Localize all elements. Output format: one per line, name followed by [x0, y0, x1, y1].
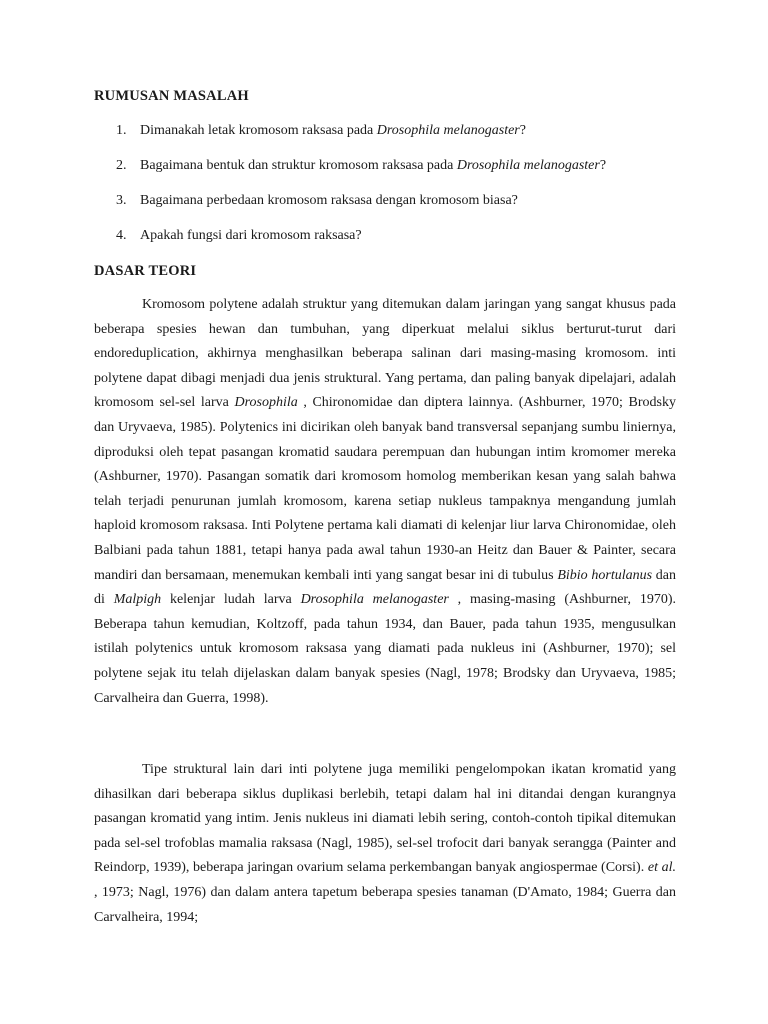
paragraph: Kromosom polytene adalah struktur yang ditemukan dalam jaringan yang sangat khusus pada beberapa spesies hewan dan tumbuhan, yang diperkuat melalui siklus berturut-turut dari endoreduplication, akhirnya menghasilkan beberapa salinan dari masing-masing kromosom. inti polytene dapat dibagi menjadi dua jenis struktural. Yang pertama, dan paling banyak dipelajari, adalah kromosom sel-sel larva Drosophila , Chironomidae dan diptera lainnya. (Ashburner, 1970; Brodsky dan Uryvaeva, 1985). Polytenics ini dicirikan oleh banyak band transversal sepanjang sumbu liniernya, diproduksi oleh tepat pasangan kromatid saudara perempuan dan hubungan intim kromomer mereka (Ashburner, 1970). Pasangan somatik dari kromosom homolog memberikan kesan yang salah bahwa telah terjadi penurunan jumlah kromosom, karena setiap nukleus tampaknya mengandung jumlah haploid kromosom raksasa. Inti Polytene pertama kali diamati di kelenjar liur larva Chironomidae, oleh Balbiani pada tahun 1881, tetapi hanya pada awal tahun 1930-an Heitz dan Bauer & Painter, secara mandiri dan bersamaan, menemukan kembali inti yang sangat besar ini di tubulus Bibio hortulanus dan di Malpigh kelenjar ludah larva Drosophila melanogaster , masing-masing (Ashburner, 1970). Beberapa tahun kemudian, Koltzoff, pada tahun 1934, dan Bauer, pada tahun 1935, mengusulkan istilah polytenics untuk kromosom raksasa yang diamati pada nukleus ini (Ashburner, 1970); sel polytene sejak itu telah dijelaskan dalam banyak spesies (Nagl, 1978; Brodsky dan Uryvaeva, 1985; Carvalheira dan Guerra, 1998).	[94, 297, 677, 706]
rumusan-heading: RUMUSAN MASALAH	[94, 88, 249, 104]
paragraph: Tipe struktural lain dari inti polytene juga memiliki pengelompokan ikatan kromatid yang dihasilkan dari beberapa siklus duplikasi berlebih, tetapi dalam hal ini ditandai dengan kurangnya pasangan kromatid yang intim. Jenis nukleus ini diamati lebih sering, contoh-contoh tipikal ditemukan pada sel-sel trofoblas mamalia raksasa (Nagl, 1985), sel-sel trofocit dari banyak serangga (Painter and Reindorp, 1939), beberapa jaringan ovarium selama perkembangan banyak angiospermae (Corsi). et al. , 1973; Nagl, 1976) dan dalam antera tapetum beberapa spesies tanaman (D'Amato, 1984; Guerra dan Carvalheira, 1994;	[94, 762, 676, 925]
dasar-teori-heading: DASAR TEORI	[94, 263, 197, 279]
list-item: 4. Apakah fungsi dari kromosom raksasa?	[116, 228, 362, 243]
list-item: 1. Dimanakah letak kromosom raksasa pada Drosophila melanogaster?	[116, 123, 526, 138]
list-item: 3. Bagaimana perbedaan kromosom raksasa dengan kromosom biasa?	[116, 193, 518, 208]
list-item: 2. Bagaimana bentuk dan struktur kromosom raksasa pada Drosophila melanogaster?	[116, 158, 607, 173]
